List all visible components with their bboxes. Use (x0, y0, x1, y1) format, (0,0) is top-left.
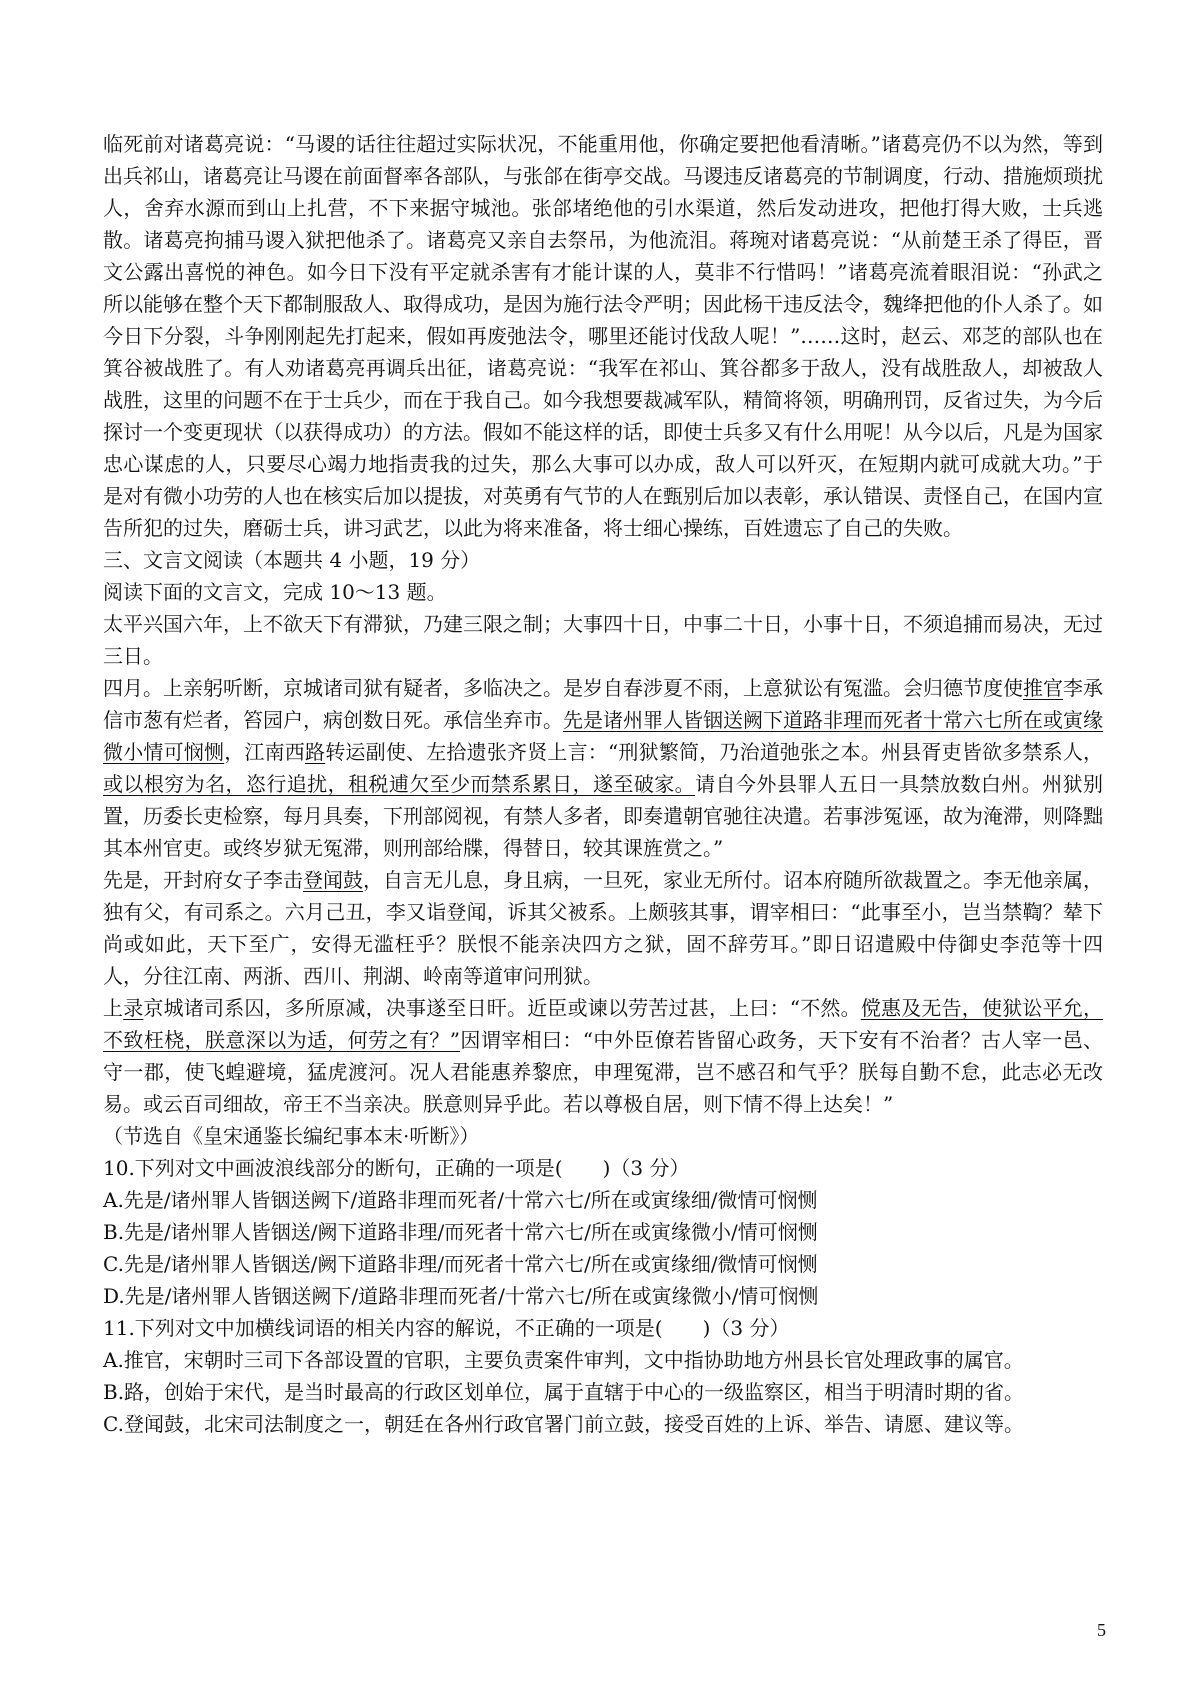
underlined-sentence: 或以根穷为名，恣行追扰，租税逋欠至少而禁系累日，遂至破家。 (103, 772, 696, 796)
source-citation: （节选自《皇宋通鉴长编纪事本末·听断》） (103, 1124, 480, 1148)
question-10-option-b: B.先是/诸州罪人皆铟送/阙下道路非理/而死者十常六七/所在或寅缘微小/情可悯恻 (103, 1220, 818, 1244)
classical-paragraph-3: 先是，开封府女子李击登闻鼓，自言无儿息，身且病，一旦死，家业无所付。诏本府随所欲裁置之。李无他亲属，独有父，有司系之。六月己丑，李又诣登闻，诉其父被系。上颇骇其事，谓宰相曰：“此事至小，岂当禁鞫？辇下尚或如此，天下至广，安得无滥枉乎？朕恨不能亲决四方之狱，固不辞劳耳。”即日诏遣殿中侍御史李范等十四人，分往江南、两浙、西川、荆湖、岭南等道审问刑狱。 (103, 868, 1103, 988)
underlined-term-dengwengu: 登闻鼓 (303, 868, 363, 892)
question-11-stem: 11.下列对文中加横线词语的相关内容的解说，不正确的一项是( )（3 分） (103, 1316, 790, 1340)
classical-paragraph-1: 太平兴国六年，上不欲天下有滞狱，乃建三限之制；大事四十日，中事二十日，小事十日，不须追捕而易决，无过三日。 (103, 612, 1103, 668)
question-11-option-b: B.路，创始于宋代，是当时最高的行政区划单位，属于直辖于中心的一级监察区，相当于明清时期的省。 (103, 1380, 1025, 1404)
underlined-term-tuiguan: 推官 (1023, 676, 1063, 700)
question-11-option-c: C.登闻鼓，北宋司法制度之一，朝廷在各州行政官署门前立鼓，接受百姓的上诉、举告、请愿、建议等。 (103, 1412, 1024, 1436)
section-heading: 三、文言文阅读（本题共 4 小题，19 分） (103, 548, 481, 572)
instruction: 阅读下面的文言文，完成 10～13 题。 (103, 580, 447, 604)
question-10-option-d: D.先是/诸州罪人皆铟送阙下/道路非理而死者/十常六七/所在或寅缘微小/情可悯恻 (103, 1284, 819, 1308)
classical-paragraph-4: 上录京城诸司系囚，多所原减，决事遂至日旰。近臣或谏以劳苦过甚，上曰：“不然。傥惠及无告，使狱讼平允，不致枉桡，朕意深以为适，何劳之有？”因谓宰相曰：“中外臣僚若皆留心政务，天下安有不治者？古人宰一邑、守一郡，使飞蝗避境，猛虎渡河。况人君能惠养黎庶，申理冤滞，岂不感召和气乎？朕每自勤不怠，此志必无改易。或云百司细故，帝王不当亲决。朕意则异乎此。若以尊极自居，则下情不得上达矣！” (103, 996, 1104, 1116)
question-10-stem: 10.下列对文中画波浪线部分的断句，正确的一项是( )（3 分） (103, 1156, 690, 1180)
wavy-underlined-sentence: 先是诸州罪人皆铟送阙下道路非理而死者十常六七所在或寅缘微小情可悯恻 (103, 708, 1103, 764)
underlined-term-lu: 路 (305, 740, 326, 764)
question-11-option-a: A.推官，宋朝时三司下各部设置的官职，主要负责案件审判，文中指协助地方州县长官处理政事的属官。 (103, 1348, 1024, 1372)
translation-paragraph: 临死前对诸葛亮说：“马谡的话往往超过实际状况，不能重用他，你确定要把他看清晰。”诸葛亮仍不以为然，等到出兵祁山，诸葛亮让马谡在前面督率各部队，与张郃在街亭交战。马谡违反诸葛亮的节制调度，行动、措施烦琐扰人，舍弃水源而到山上扎营，不下来据守城池。张郃堵绝他的引水渠道，然后发动进攻，把他打得大败，士兵逃散。诸葛亮拘捕马谡入狱把他杀了。诸葛亮又亲自去祭吊，为他流泪。蒋琬对诸葛亮说：“从前楚王杀了得臣，晋文公露出喜悦的神色。如今日下没有平定就杀害有才能计谋的人，莫非不行惜吗！”诸葛亮流着眼泪说：“孙武之所以能够在整个天下都制服敌人、取得成功，是因为施行法令严明；因此杨干违反法令，魏绛把他的仆人杀了。如今日下分裂，斗争刚刚起先打起来，假如再废弛法令，哪里还能讨伐敌人呢！”……这时，赵云、邓芝的部队也在箕谷被战胜了。有人劝诸葛亮再调兵出征，诸葛亮说：“我军在祁山、箕谷都多于敌人，没有战胜敌人，却被敌人战胜，这里的问题不在于士兵少，而在于我自己。如今我想要裁减军队，精简将领，明确刑罚，反省过失，为今后探讨一个变更现状（以获得成功）的方法。假如不能这样的话，即使士兵多又有什么用呢！从今以后，凡是为国家忠心谋虑的人，只要尽心竭力地指责我的过失，那么大事可以办成，敌人可以歼灭，在短期内就可成就大功。”于是对有微小功劳的人也在核实后加以提拔，对英勇有气节的人在甄别后加以表彰，承认错误、责怪自己，在国内宣告所犯的过失，磨砺士兵，讲习武艺，以此为将来准备，将士细心操练，百姓遗忘了自己的失败。 (103, 132, 1103, 540)
document-body (103, 128, 1103, 1440)
page-number: 5 (1097, 1620, 1106, 1640)
underlined-term-lu-record: 录 (123, 996, 144, 1020)
question-10-option-a: A.先是/诸州罪人皆铟送阙下/道路非理而死者/十常六七/所在或寅缘细/微情可悯恻 (103, 1188, 818, 1212)
classical-paragraph-2: 四月。上亲躬听断，京城诸司狱有疑者，多临决之。是岁自春涉夏不雨，上意狱讼有冤滥。会归德节度使推官李承信市葱有烂者，笞园户，病创数日死。承信坐弃市。先是诸州罪人皆铟送阙下道路非理而死者十常六七所在或寅缘微小情可悯恻，江南西路转运副使、左拾遗张齐贤上言：“刑狱繁简，乃治道弛张之本。州县胥吏皆欲多禁系人，或以根穷为名，恣行追扰，租税逋欠至少而禁系累日，遂至破家。请自今外县罪人五日一具禁放数白州。州狱别置，历委长吏检察，每月具奏，下刑部阅视，有禁人多者，即奏遣朝官驰往决遣。若事涉冤诬，故为淹滞，则降黜其本州官吏。或终岁狱无冤滞，则刑部给牒，得替日，较其课旌赏之。” (103, 676, 1104, 860)
underlined-sentence: 傥惠及无告，使狱讼平允，不致枉桡，朕意深以为适，何劳之有？” (103, 996, 1104, 1052)
question-10-option-c: C.先是/诸州罪人皆铟送/阙下道路非理/而死者十常六七/所在或寅缘细/微情可悯恻 (103, 1252, 818, 1276)
